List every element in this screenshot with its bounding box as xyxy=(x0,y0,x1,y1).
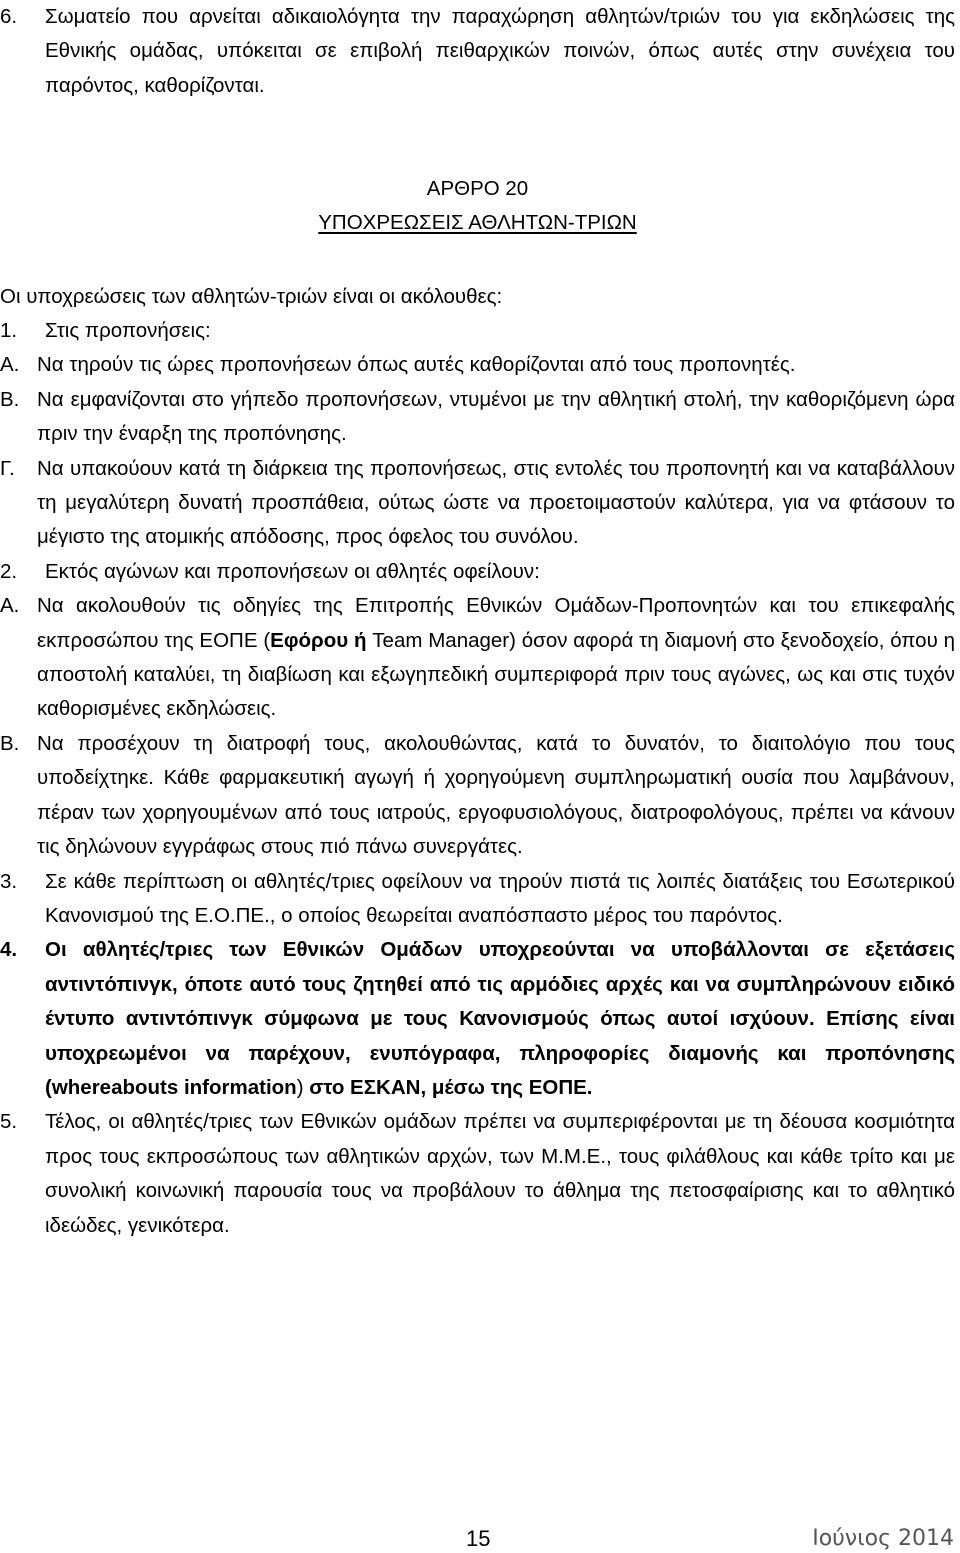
sub-item-2b xyxy=(0,727,955,865)
sub-item-1c xyxy=(0,452,955,555)
list-item-3 xyxy=(0,865,955,934)
item-title: Στις προπονήσεις: xyxy=(45,319,211,342)
sub-item-text: Να τηρούν τις ώρες προπονήσεων όπως αυτές καθορίζονται από τους προπονητές. xyxy=(37,353,796,377)
sub-item-text: Να εμφανίζονται στο γήπεδο προπονήσεων, ντυμένοι με την αθλητική στολή, την καθοριζόμενη ώρα πριν την έναρξη της προπόνησης. xyxy=(37,387,955,446)
sub-item-letter: Β. xyxy=(0,387,20,411)
text-run: Να ακολουθούν τις οδηγίες της Επιτροπής Εθνικών Ομάδων-Προπονητών και του επικεφαλής εκπροσώπου της ΕΟΠΕ ( xyxy=(37,594,955,652)
sub-item-text: Να προσέχουν τη διατροφή τους, ακολουθώντας, κατά το δυνατόν, το διαιτολόγιο που τους υποδείχτηκε. Κάθε φαρμακευτική αγωγή ή χορηγούμενη συμπληρωματική ουσία που λαμβάνουν, πέραν των χορηγουμένων από τους ιατρούς, εργοφυσιολόγους, διατροφολόγους, πρέπει να κάνουν τις δηλώνουν εγγράφως στους πιό πάνω συνεργάτες. xyxy=(37,731,955,859)
sub-item-letter: Α. xyxy=(0,353,20,377)
list-item-6 xyxy=(0,0,955,103)
item-text: Σωματείο που αρνείται αδικαιολόγητα την παραχώρηση αθλητών/τριών του για εκδηλώσεις της Εθνικής ομάδας, υπόκειται σε επιβολή πειθαρχικών ποινών, όπως αυτές στην συνέχεια του παρόντος, καθορίζονται. xyxy=(45,5,955,97)
list-item-1 xyxy=(0,314,955,348)
sub-item-letter: Γ. xyxy=(0,456,15,480)
article-number: ΑΡΘΡΟ 20 xyxy=(426,177,529,200)
item-number: 5. xyxy=(0,1110,18,1134)
item-text: Τέλος, οι αθλητές/τριες των Εθνικών ομάδων πρέπει να συμπεριφέρονται με τη δέουσα κοσμιότητα προς τους εκπροσώπους των αθλητικών αρχών, των Μ.Μ.Ε., τους φιλάθλους και κάθε τρίτο και με συνολική κοινωνική παρουσία τους να προβάλουν το άθλημα της πετοσφαίρισης και το αθλητικό ιδεώδες, γενικότερα. xyxy=(45,1110,955,1237)
text-run: ) xyxy=(296,1075,304,1099)
text-run: Team Manager) όσον αφορά τη διαμονή στο ξενοδοχείο, όπου η αποστολή καταλύει, τη διαβίωση και εξωγηπεδική συμπεριφορά πριν τους αγώνες, ως και στις τυχόν καθορισμένες εκδηλώσεις. xyxy=(37,628,955,721)
sub-item-text xyxy=(37,589,955,727)
item-number: 2. xyxy=(0,559,18,583)
sub-item-letter: Α. xyxy=(0,594,20,618)
sub-item-letter: Β. xyxy=(0,731,20,755)
sub-item-1a xyxy=(0,348,955,382)
text-run-bold: στο ΕΣΚΑΝ, μέσω της ΕΟΠΕ. xyxy=(303,1075,593,1099)
page-number: 15 xyxy=(466,1526,491,1551)
item-number: 3. xyxy=(0,869,18,893)
obligations-list xyxy=(0,314,955,1243)
item-text: Σε κάθε περίπτωση οι αθλητές/τριες οφείλουν να τηρούν πιστά τις λοιπές διατάξεις του Εσωτερικού Κανονισμού της Ε.Ο.ΠΕ., ο οποίος θεωρείται αναπόσπαστο μέρος του παρόντος. xyxy=(45,869,955,927)
sub-item-text: Να υπακούουν κατά τη διάρκεια της προπονήσεως, στις εντολές του προπονητή και να καταβάλλουν τη μεγαλύτερη δυνατή προσπάθεια, ούτως ώστε να προετοιμαστούν καλύτερα, για να φτάσουν το μέγιστο της ατομικής απόδοσης, προς όφελος του συνόλου. xyxy=(37,456,955,549)
footer-date: Ιούνιος 2014 xyxy=(812,1526,954,1551)
sub-item-2a xyxy=(0,589,955,727)
item-number: 4. xyxy=(0,938,18,962)
item-text xyxy=(45,933,955,1105)
text-run-bold: Εφόρου ή xyxy=(270,628,367,652)
intro-paragraph: Οι υποχρεώσεις των αθλητών-τριών είναι οι ακόλουθες: xyxy=(0,285,503,308)
list-item-5 xyxy=(0,1105,955,1243)
text-run-bold: Οι αθλητές/τριες των Εθνικών Ομάδων υποχρεούνται να υποβάλλονται σε εξετάσεις αντιντόπινγκ, όποτε αυτό τους ζητηθεί από τις αρμόδιες αρχές και να συμπληρώνουν ειδικό έντυπο αντιντόπινγκ σύμφωνα με τους Κανονισμούς όπως αυτοί ισχύουν. Επίσης είναι υποχρεωμένοι να παρέχουν, ενυπόγραφα, πληροφορίες διαμονής και προπόνησης (whereabouts information xyxy=(45,938,955,1099)
item-title: Εκτός αγώνων και προπονήσεων οι αθλητές οφείλουν: xyxy=(45,559,540,583)
list-item-4 xyxy=(0,933,955,1105)
item-number: 6. xyxy=(0,5,18,28)
list-item-2 xyxy=(0,555,955,589)
article-title: ΥΠΟΧΡΕΩΣΕΙΣ ΑΘΛΗΤΩΝ-ΤΡΙΩΝ xyxy=(318,211,637,235)
sub-item-1b xyxy=(0,383,955,452)
article-heading xyxy=(0,172,955,241)
item-number: 1. xyxy=(0,319,18,342)
